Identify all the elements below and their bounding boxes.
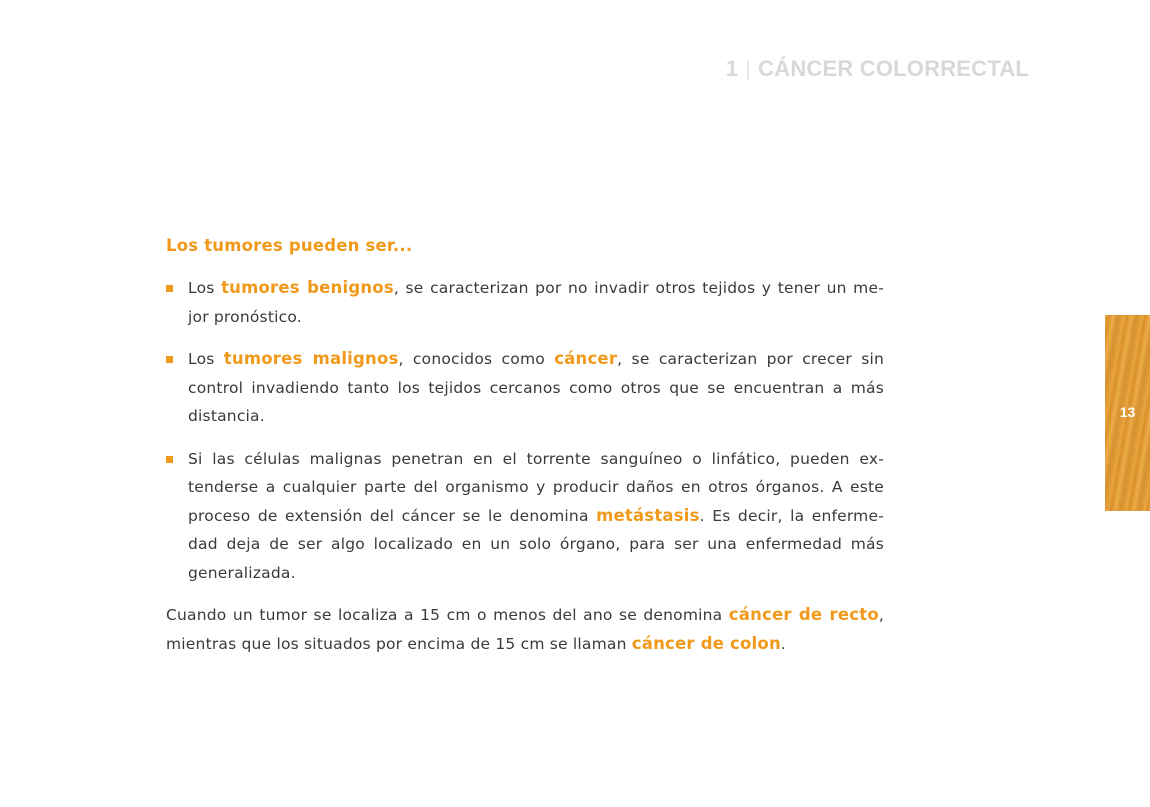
text-segment: .	[780, 634, 787, 653]
closing-paragraph	[166, 601, 884, 658]
text-segment: Cuando un tumor se localiza a 15 cm o menos del ano se denomina	[166, 606, 729, 624]
text-segment: . Es decir, la enferme-dad deja de ser algo localizado en un solo órgano, para ser una enfermedad más generalizada.	[188, 506, 885, 582]
list-item-metastasis	[166, 445, 884, 588]
text-segment: Los	[188, 279, 222, 297]
text-segment: , se caracterizan por no invadir otros tejidos y tener un me-jor pronóstico.	[188, 279, 884, 326]
square-bullet-icon	[166, 456, 173, 463]
text-segment: , se caracterizan por crecer sin control invadiendo tanto los tejidos cercanos como otros que se encuentran a más distancia.	[188, 350, 885, 425]
text-segment: , conocidos como	[398, 350, 555, 368]
highlight-term: tumores malignos	[223, 349, 399, 368]
header-separator: |	[745, 56, 752, 81]
tumor-types-list	[166, 274, 884, 587]
chapter-number: 1	[725, 56, 739, 81]
running-header	[726, 56, 1029, 82]
list-item-malignant	[166, 345, 884, 431]
highlight-term: cáncer	[554, 349, 618, 368]
chapter-title: CÁNCER COLORRECTAL	[758, 56, 1029, 81]
page-number: 13	[1119, 404, 1136, 420]
highlight-term: cáncer de recto	[728, 605, 879, 624]
highlight-term: tumores benignos	[221, 278, 394, 297]
text-segment: , mientras que los situados por encima de 15 cm se llaman	[166, 606, 885, 653]
highlight-term: cáncer de colon	[631, 633, 781, 653]
square-bullet-icon	[166, 356, 173, 363]
section-heading: Los tumores pueden ser...	[166, 236, 413, 255]
main-content	[166, 232, 884, 674]
text-segment: Si las células malignas penetran en el torrente sanguíneo o linfático, pueden ex-tenderse a cualquier parte del organismo y producir daños en otros órganos. A este proceso de extensión del cáncer se le denomina	[188, 449, 884, 525]
list-item-benign	[166, 274, 884, 331]
highlight-term: metástasis	[596, 505, 700, 525]
square-bullet-icon	[166, 285, 173, 292]
text-segment: Los	[188, 350, 224, 368]
